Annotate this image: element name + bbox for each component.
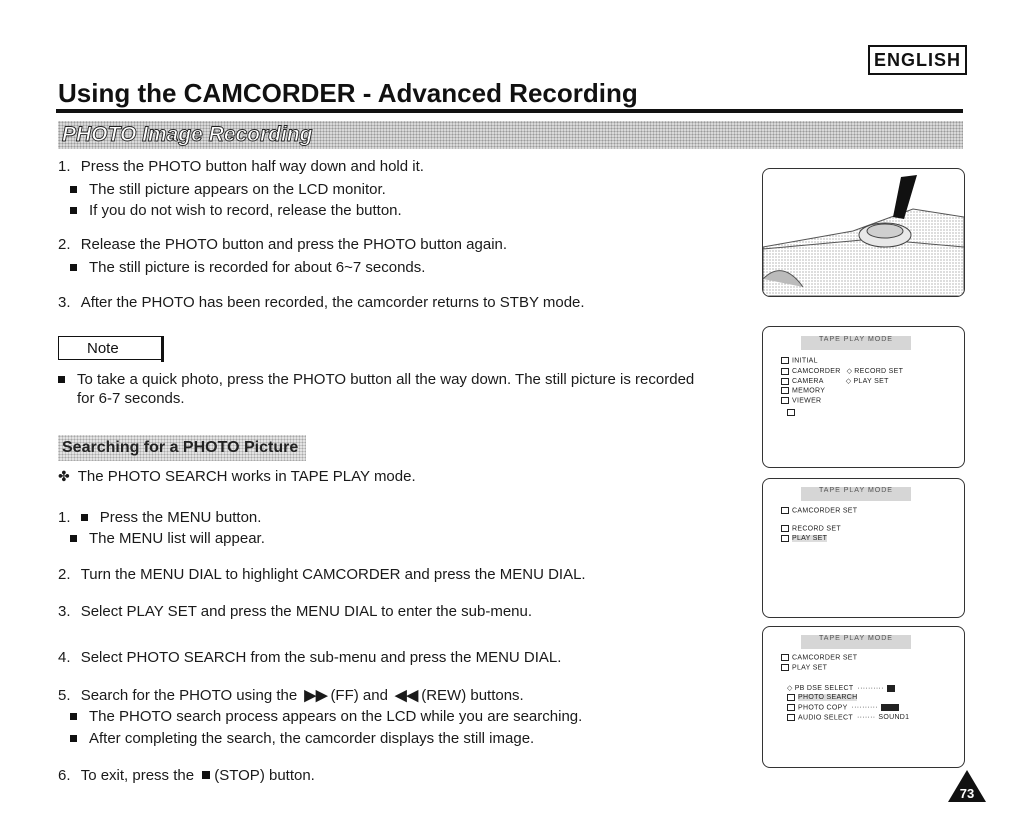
menu-item-icon xyxy=(781,654,789,661)
menu-item-icon xyxy=(781,397,789,404)
menu-item: PHOTO SEARCH xyxy=(787,694,857,701)
step-number: 2. xyxy=(58,236,71,253)
search-step-6 xyxy=(58,767,315,784)
note-line-2: for 6-7 seconds. xyxy=(77,390,185,407)
intro-text: The PHOTO SEARCH works in TAPE PLAY mode. xyxy=(77,468,416,485)
square-bullet-icon xyxy=(58,376,65,383)
bullet-item xyxy=(70,730,534,747)
menu-item: PHOTO COPY ·········· xyxy=(787,704,902,711)
step-text: To exit, press the xyxy=(80,767,195,784)
menu-item-icon xyxy=(787,694,795,701)
square-bullet-icon xyxy=(81,514,88,521)
bullet-text: The still picture is recorded for about 6~7 seconds. xyxy=(89,259,426,276)
menu-item: CAMCORDER ◇ RECORD SET xyxy=(781,367,903,375)
bullet-item xyxy=(70,530,265,547)
step-text-rew: (REW) buttons. xyxy=(421,687,524,704)
menu-item-icon xyxy=(787,704,795,711)
menu-item: CAMCORDER SET xyxy=(781,654,857,661)
menu-item: ◇ PB DSE SELECT ·········· xyxy=(787,684,898,692)
square-bullet-icon xyxy=(70,186,77,193)
stop-icon xyxy=(202,771,210,779)
menu-item-icon xyxy=(781,535,789,542)
menu-screen-3 xyxy=(762,626,965,768)
note-line-1: To take a quick photo, press the PHOTO button all the way down. The still picture is recorded xyxy=(77,371,695,388)
step-number: 3. xyxy=(58,294,71,311)
step-number: 6. xyxy=(58,767,71,784)
bullet-text: The MENU list will appear. xyxy=(89,530,265,547)
page-title: Using the CAMCORDER - Advanced Recording xyxy=(58,78,638,108)
camcorder-illustration xyxy=(762,168,965,297)
menu-item: RECORD SET xyxy=(781,525,841,532)
title-rule xyxy=(56,109,963,113)
menu-item-icon xyxy=(787,714,795,721)
note-text xyxy=(58,371,694,388)
step-text: Select PLAY SET and press the MENU DIAL to enter the sub-menu. xyxy=(80,603,533,620)
menu-item: CAMCORDER SET xyxy=(781,507,857,514)
bullet-item xyxy=(70,708,582,725)
step-number: 5. xyxy=(58,687,71,704)
step-number: 2. xyxy=(58,566,71,583)
square-bullet-icon xyxy=(70,207,77,214)
search-step-4 xyxy=(58,649,561,666)
menu-header: TAPE PLAY MODE xyxy=(801,336,911,350)
search-step-1 xyxy=(58,509,261,526)
menu-item-icon xyxy=(781,507,789,514)
note-label: Note xyxy=(58,336,162,360)
step-text: Press the PHOTO button half way down and hold it. xyxy=(80,158,424,175)
square-bullet-icon xyxy=(70,535,77,542)
search-step-3 xyxy=(58,603,532,620)
search-step-5 xyxy=(58,686,524,704)
menu-header: TAPE PLAY MODE xyxy=(801,635,911,649)
menu-item-icon xyxy=(781,378,789,385)
step-2 xyxy=(58,236,507,253)
menu-return-icon xyxy=(787,409,798,416)
bullet-text: If you do not wish to record, release the button. xyxy=(89,202,402,219)
step-text: Press the MENU button. xyxy=(99,509,262,526)
menu-item: MEMORY xyxy=(781,387,825,394)
menu-item-icon xyxy=(781,368,789,375)
step-number: 1. xyxy=(58,158,71,175)
menu-item: PLAY SET xyxy=(781,535,827,542)
menu-item: CAMERA ◇ PLAY SET xyxy=(781,377,889,385)
menu-item: AUDIO SELECT ······· SOUND1 xyxy=(787,714,909,721)
step-number: 1. xyxy=(58,509,71,526)
menu-item-icon xyxy=(781,387,789,394)
menu-header: TAPE PLAY MODE xyxy=(801,487,911,501)
menu-screen-2 xyxy=(762,478,965,618)
search-step-2 xyxy=(58,566,586,583)
step-text: Release the PHOTO button and press the PHOTO button again. xyxy=(80,236,508,253)
step-number: 3. xyxy=(58,603,71,620)
step-text: After the PHOTO has been recorded, the camcorder returns to STBY mode. xyxy=(80,294,585,311)
menu-item: VIEWER xyxy=(781,397,821,404)
note-label-bar xyxy=(161,336,164,362)
page-number: 73 xyxy=(959,786,975,801)
step-1 xyxy=(58,158,424,175)
square-bullet-icon xyxy=(70,264,77,271)
fast-forward-icon: ▶▶ xyxy=(304,687,328,704)
bullet-text: The PHOTO search process appears on the LCD while you are searching. xyxy=(89,708,583,725)
step-text-ff: (FF) and xyxy=(330,687,388,704)
rewind-icon: ◀◀ xyxy=(395,687,419,704)
bullet-item xyxy=(70,259,425,276)
search-intro xyxy=(58,468,416,485)
camcorder-drawing xyxy=(763,169,964,296)
step-3 xyxy=(58,294,585,311)
menu-item-icon xyxy=(781,357,789,364)
step-text: Select PHOTO SEARCH from the sub-menu and press the MENU DIAL. xyxy=(80,649,562,666)
bullet-text: The still picture appears on the LCD monitor. xyxy=(89,181,386,198)
step-number: 4. xyxy=(58,649,71,666)
subsection-title: Searching for a PHOTO Picture xyxy=(62,439,299,456)
square-bullet-icon xyxy=(70,713,77,720)
bullet-item xyxy=(70,202,402,219)
menu-item: PLAY SET xyxy=(781,664,827,671)
section-title: PHOTO Image Recording xyxy=(62,123,313,146)
menu-item-icon xyxy=(781,525,789,532)
step-text-stop: (STOP) button. xyxy=(214,767,315,784)
bullet-text: After completing the search, the camcorder displays the still image. xyxy=(89,730,535,747)
step-text: Turn the MENU DIAL to highlight CAMCORDER and press the MENU DIAL. xyxy=(80,566,586,583)
menu-item-icon xyxy=(781,664,789,671)
four-leaf-icon: ✤ xyxy=(58,468,70,484)
step-text: Search for the PHOTO using the xyxy=(80,687,298,704)
square-bullet-icon xyxy=(70,735,77,742)
bullet-item xyxy=(70,181,386,198)
language-label: ENGLISH xyxy=(868,45,967,75)
menu-screen-1 xyxy=(762,326,965,468)
menu-item: INITIAL xyxy=(781,357,818,364)
